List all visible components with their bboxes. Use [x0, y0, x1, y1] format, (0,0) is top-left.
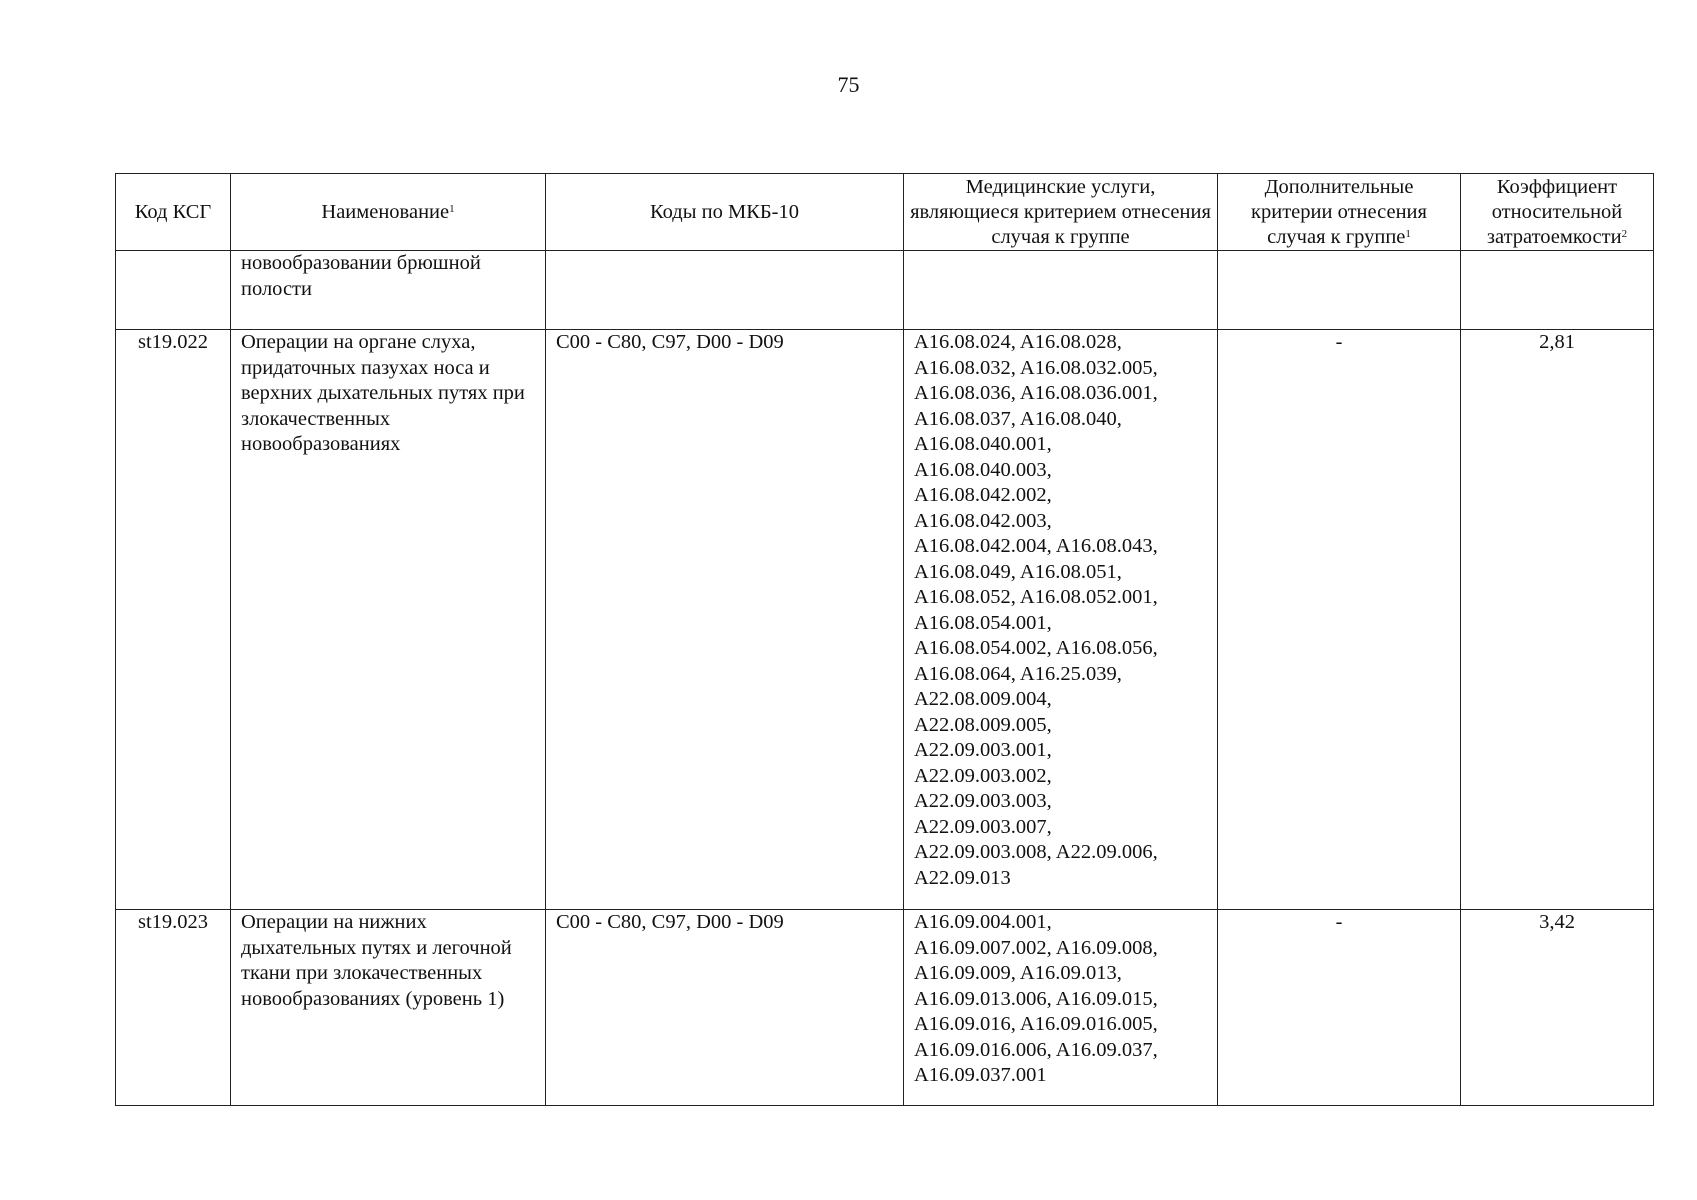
cell-icd: C00 - C80, C97, D00 - D09: [546, 910, 904, 1106]
cell-services: A16.08.024, A16.08.028, A16.08.032, A16.08.032.005, A16.08.036, A16.08.036.001, A16.08.037, A16.08.040, A16.08.040.001, A16.08.040.003, A16.08.042.002, A16.08.042.003, A16.08.042.004, A16.08.043, A16.08.049, A16.08.051, A16.08.052, A16.08.052.001, A16.08.054.001, A16.08.054.002, A16.08.056, A16.08.064, A16.25.039, A22.08.009.004, A22.08.009.005, A22.09.003.001, A22.09.003.002, A22.09.003.003, A22.09.003.007, A22.09.003.008, A22.09.006, A22.09.013: [904, 330, 1218, 910]
cell-name: Операции на нижних дыхательных путях и легочной ткани при злокачественных новообразованиях (уровень 1): [231, 910, 546, 1106]
cell-code: st19.023: [116, 910, 231, 1106]
cell-extra-criteria: -: [1218, 330, 1461, 910]
footnote-ref: 1: [1405, 227, 1411, 240]
cell-coefficient: 2,81: [1461, 330, 1654, 910]
table-row: [116, 910, 1654, 1106]
cell-coefficient: [1461, 251, 1654, 330]
cell-code: st19.022: [116, 330, 231, 910]
cell-icd: [546, 251, 904, 330]
header-coefficient: Коэффициент относительной затратоемкости$^2$: [1461, 174, 1654, 251]
header-code: Код КСГ: [116, 174, 231, 251]
cell-code: [116, 251, 231, 330]
page-number: 75: [837, 72, 860, 97]
footnote-ref: 1: [449, 202, 455, 215]
cell-extra-criteria: [1218, 251, 1461, 330]
cell-services: A16.09.004.001, A16.09.007.002, A16.09.008, A16.09.009, A16.09.013, A16.09.013.006, A16.09.015, A16.09.016, A16.09.016.005, A16.09.016.006, A16.09.037, A16.09.037.001: [904, 910, 1218, 1106]
cell-extra-criteria: -: [1218, 910, 1461, 1106]
cell-name: Операции на органе слуха, придаточных пазухах носа и верхних дыхательных путях при злокачественных новообразованиях: [231, 330, 546, 910]
cell-icd: C00 - C80, C97, D00 - D09: [546, 330, 904, 910]
header-extra-criteria: Дополнительные критерии отнесения случая к группе$^1$: [1218, 174, 1461, 251]
footnote-ref: 2: [1621, 227, 1628, 240]
header-name: Наименование$^1$: [231, 174, 546, 251]
cell-name: новообразовании брюшной полости: [231, 251, 546, 330]
table-row-continuation: [116, 251, 1654, 330]
table-row: [116, 330, 1654, 910]
table-header-row: [116, 174, 1654, 251]
ksg-table: [115, 173, 1654, 1106]
header-icd: Коды по МКБ-10: [546, 174, 904, 251]
cell-services: [904, 251, 1218, 330]
header-services: Медицинские услуги, являющиеся критерием отнесения случая к группе: [904, 174, 1218, 251]
cell-coefficient: 3,42: [1461, 910, 1654, 1106]
